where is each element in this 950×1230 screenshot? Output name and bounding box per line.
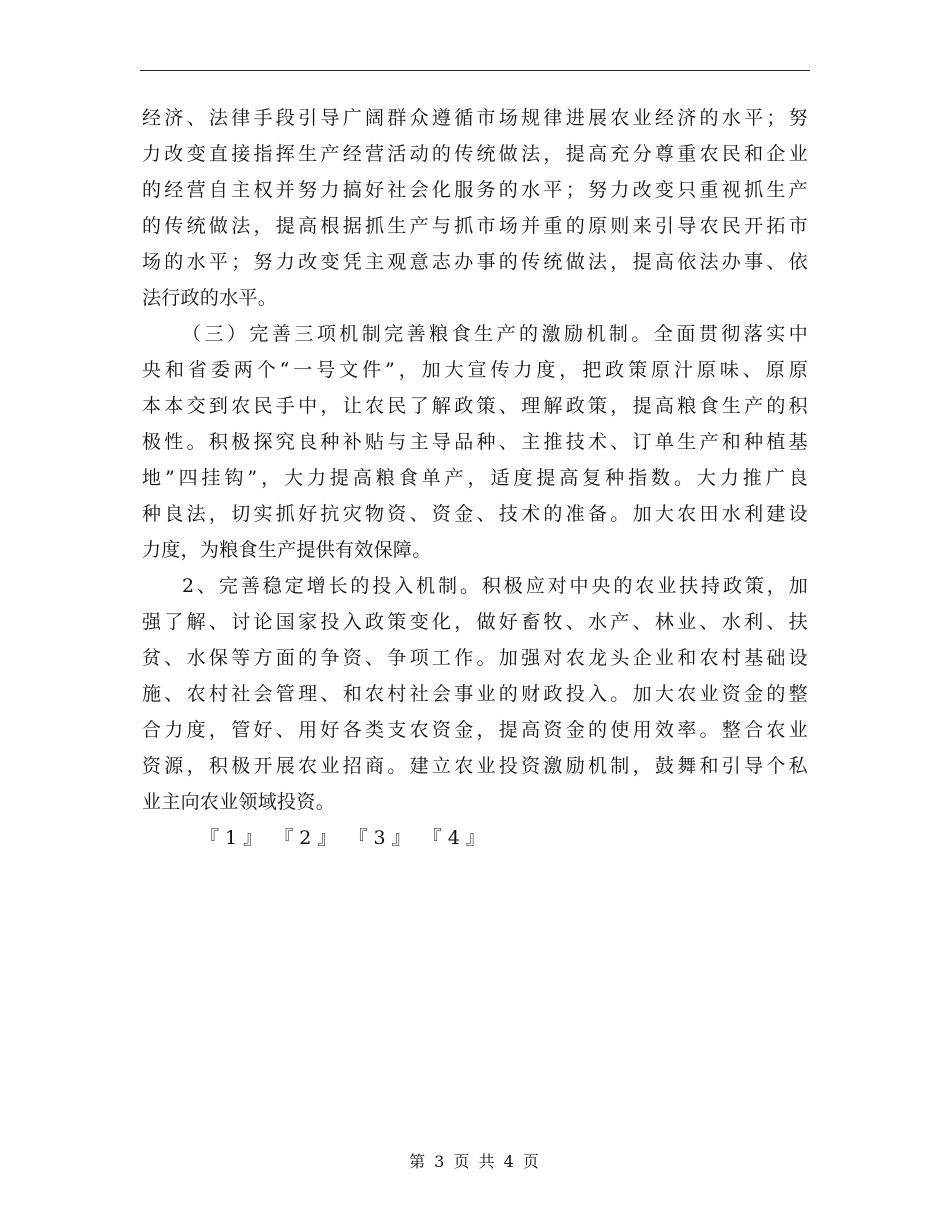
page-link-4[interactable]: 『 4 』 [422, 827, 485, 849]
text-line: 力改变直接指挥生产经营活动的传统做法，提高充分尊重农民和企业 [142, 143, 808, 165]
document-body [142, 100, 808, 856]
header-rule [140, 70, 810, 71]
page-link-3[interactable]: 『 3 』 [348, 827, 411, 849]
text-line: 贫、水保等方面的争资、争项工作。加强对农龙头企业和农村基础设 [142, 647, 808, 669]
text-line: （三）完善三项机制完善粮食生产的激励机制。全面贯彻落实中 [182, 323, 808, 345]
text-line: 资源，积极开展农业招商。建立农业投资激励机制，鼓舞和引导个私 [142, 755, 808, 777]
text-line: 合力度，管好、用好各类支农资金，提高资金的使用效率。整合农业 [142, 719, 808, 741]
text-line: 业主向农业领域投资。 [142, 791, 336, 813]
page-link-2[interactable]: 『 2 』 [274, 827, 337, 849]
text-line: 场的水平；努力改变凭主观意志办事的传统做法，提高依法办事、依 [142, 251, 808, 273]
page-link-1[interactable]: 『 1 』 [200, 827, 263, 849]
text-line: 极性。积极探究良种补贴与主导品种、主推技术、订单生产和种植基 [142, 431, 808, 453]
text-line: 种良法，切实抓好抗灾物资、资金、技术的准备。加大农田水利建设 [142, 503, 808, 525]
pagination [142, 820, 808, 856]
text-line: 强了解、讨论国家投入政策变化，做好畜牧、水产、林业、水利、扶 [142, 611, 808, 633]
text-line: 经济、法律手段引导广阔群众遵循市场规律进展农业经济的水平；努 [142, 107, 808, 129]
text-line: 的传统做法，提高根据抓生产与抓市场并重的原则来引导农民开拓市 [142, 215, 808, 237]
text-line: 地”四挂钩”，大力提高粮食单产，适度提高复种指数。大力推广良 [142, 467, 808, 489]
text-line: 施、农村社会管理、和农村社会事业的财政投入。加大农业资金的整 [142, 683, 808, 705]
text-line: 力度，为粮食生产提供有效保障。 [142, 539, 432, 561]
text-line: 央和省委两个“一号文件”，加大宣传力度，把政策原汁原味、原原 [142, 359, 808, 381]
text-line: 的经营自主权并努力搞好社会化服务的水平；努力改变只重视抓生产 [142, 179, 808, 201]
page-number-footer: 第 3 页 共 4 页 [409, 1152, 541, 1171]
text-line: 本本交到农民手中，让农民了解政策、理解政策，提高粮食生产的积 [142, 395, 808, 417]
text-line: 2、完善稳定增长的投入机制。积极应对中央的农业扶持政策，加 [182, 575, 808, 597]
text-line: 法行政的水平。 [142, 287, 278, 309]
